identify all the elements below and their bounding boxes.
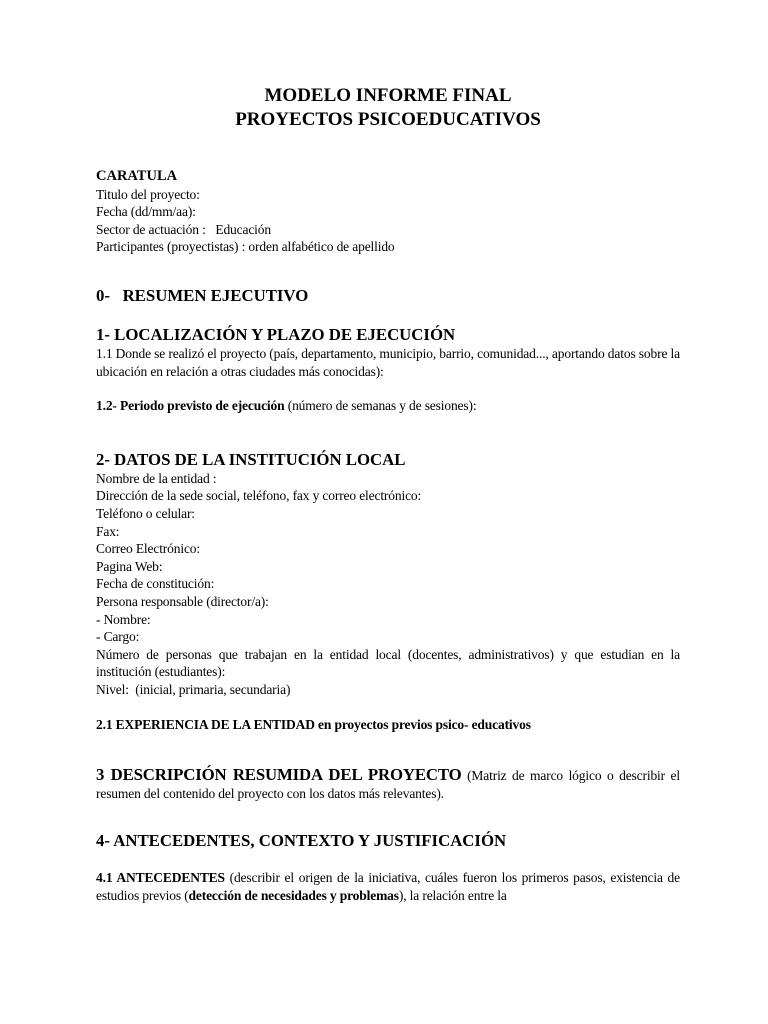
section-2-heading: 2- DATOS DE LA INSTITUCIÓN LOCAL [96, 449, 406, 469]
section-3-heading: 3 DESCRIPCIÓN RESUMIDA DEL PROYECTO [96, 765, 462, 785]
section-2-line: - Cargo: [96, 629, 140, 645]
section-2-personas-paragraph: Número de personas que trabajan en la entidad local (docentes, administrativos) y que estudian en la institución (estudiantes): [96, 646, 680, 680]
section-1-2-text: (número de semanas y de sesiones): [284, 398, 477, 414]
document-body [96, 84, 680, 904]
section-4-1-paragraph [96, 869, 680, 904]
section-2-line: Fax: [96, 523, 120, 539]
caratula-line: Fecha (dd/mm/aa): [96, 204, 196, 220]
section-2-lines [96, 470, 680, 646]
caratula-heading: CARATULA [96, 168, 178, 184]
section-1-2-label: 1.2- Periodo previsto de ejecución [96, 398, 285, 414]
section-1-1-paragraph: 1.1 Donde se realizó el proyecto (país, departamento, municipio, barrio, comunidad..., aportando datos sobre la ubicación en relación a otras ciudades más conocidas): [96, 345, 680, 379]
caratula-line: Titulo del proyecto: [96, 186, 200, 202]
section-4-1-text-a: (describir el origen de la iniciativa, cuáles fueron los primeros pasos, existencia de estudios previos ( [96, 870, 680, 903]
caratula-lines [96, 186, 680, 256]
section-2-1-heading: 2.1 EXPERIENCIA DE LA ENTIDAD en proyectos previos psico- educativos [96, 717, 531, 733]
section-3-text: (Matriz de marco lógico o describir el resumen del contenido del proyecto con los datos más relevantes). [96, 768, 680, 801]
section-1-2-paragraph [96, 397, 680, 415]
section-2-line: Nombre de la entidad : [96, 470, 217, 486]
section-4-1-label: 4.1 ANTECEDENTES [96, 870, 225, 886]
section-4-1-bold-phrase: detección de necesidades y problemas [188, 887, 399, 903]
section-2-line: - Nombre: [96, 611, 151, 627]
section-4-heading: 4- ANTECEDENTES, CONTEXTO Y JUSTIFICACIÓN [96, 831, 507, 851]
section-2-line: Correo Electrónico: [96, 541, 200, 557]
section-2-line: Dirección de la sede social, teléfono, fax y correo electrónico: [96, 488, 422, 504]
section-4-1-text-b: ), la relación entre la [398, 887, 507, 903]
section-2-line: Pagina Web: [96, 558, 163, 574]
section-2-nivel: Nivel: (inicial, primaria, secundaria) [96, 681, 291, 697]
title-line-1: MODELO INFORME FINAL [264, 85, 512, 106]
section-1-heading: 1- LOCALIZACIÓN Y PLAZO DE EJECUCIÓN [96, 324, 456, 344]
document-title [96, 84, 680, 132]
section-2-line: Fecha de constitución: [96, 576, 215, 592]
caratula-line: Sector de actuación : Educación [96, 221, 271, 237]
section-3-paragraph [96, 766, 680, 802]
title-line-2: PROYECTOS PSICOEDUCATIVOS [235, 109, 541, 130]
section-2-line: Persona responsable (director/a): [96, 593, 269, 609]
caratula-line: Participantes (proyectistas) : orden alfabético de apellido [96, 239, 395, 255]
section-2-line: Teléfono o celular: [96, 505, 195, 521]
section-0-heading: 0- RESUMEN EJECUTIVO [96, 285, 309, 305]
